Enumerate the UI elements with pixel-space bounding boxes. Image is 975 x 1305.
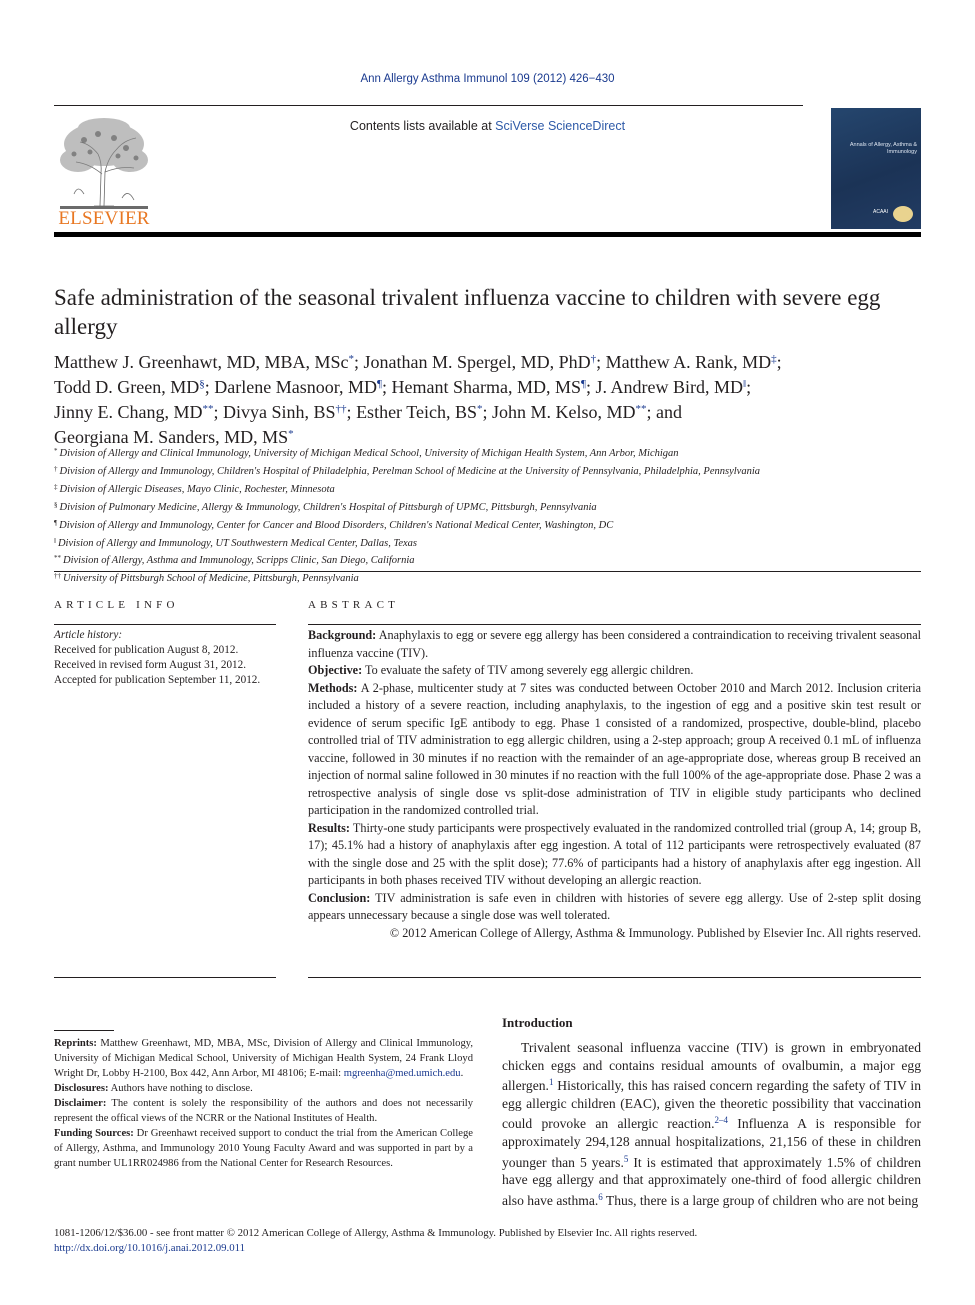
affiliation-item — [54, 480, 921, 498]
affiliation-marker: ¶ — [54, 518, 58, 527]
affiliation-text: Division of Pulmonary Medicine, Allergy & Immunology, Children's Hospital of Pittsburgh of UPMC, Pittsburgh, Pennsylvania — [59, 501, 597, 513]
section-divider — [54, 571, 921, 572]
affiliation-text: Division of Allergy, Asthma and Immunology, Scripps Clinic, San Diego, California — [63, 555, 415, 567]
intro-text: Historically, this has raised concern regarding the safety of TIV in egg allergic children (EAC), given the theoretic possibility that vaccination could provoke an allergic reaction. — [502, 1078, 921, 1132]
affiliation-text: Division of Allergic Diseases, Mayo Clinic, Rochester, Minnesota — [59, 483, 335, 495]
author-separator: ; — [381, 377, 392, 397]
author-name[interactable]: Matthew J. Greenhawt, MD, MBA, MSc — [54, 352, 349, 372]
affiliation-marker: ** — [54, 554, 61, 563]
affiliation-marker[interactable]: ‖ — [742, 378, 747, 390]
affiliation-marker: ‡ — [54, 482, 58, 491]
footnote-text: The content is solely the responsibility of the authors and does not necessarily represent the offical views of the NCRR or the National Institutes of Health. — [54, 1098, 474, 1124]
affiliation-item — [54, 462, 921, 480]
abstract-bottom-rule — [308, 977, 921, 978]
author-name[interactable]: Jinny E. Chang, MD — [54, 402, 203, 422]
affiliation-marker[interactable]: ** — [202, 403, 214, 415]
affiliation-marker: ‖ — [54, 536, 56, 545]
footnote-text: . — [460, 1068, 464, 1079]
doi-link[interactable]: http://dx.doi.org/10.1016/j.anai.2012.09.011 — [54, 1242, 246, 1254]
affiliation-list — [54, 444, 921, 587]
affiliation-text: Division of Allergy and Immunology, Center for Cancer and Blood Disorders, Children's National Medical Center, Washington, DC — [59, 519, 614, 531]
footnote-label: Reprints: — [54, 1038, 97, 1049]
affiliation-item — [54, 569, 921, 587]
affiliation-item — [54, 444, 921, 462]
introduction-heading: Introduction — [502, 1015, 573, 1030]
footnote-rule — [54, 1030, 114, 1031]
abstract-text: Anaphylaxis to egg or severe egg allergy has been considered a contraindication to receiving trivalent seasonal influenza vaccine (TIV). — [308, 628, 921, 660]
footnote-text: Dr Greenhawt received support to conduct the trial from the American College of Allergy, Asthma, and Immunology 2010 Young Faculty Award and was supported in part by a grant number UL1RR024986 from the National Center for Research Resources. — [54, 1128, 473, 1169]
contents-prefix: Contents lists available at — [349, 119, 496, 133]
citation-link[interactable]: 2–4 — [714, 1115, 728, 1126]
author-separator: ; — [585, 377, 596, 397]
abstract-text: To evaluate the safety of TIV among severely egg allergic children. — [364, 663, 694, 677]
affiliation-marker[interactable]: ‡ — [771, 353, 777, 365]
article-title: Safe administration of the seasonal trivalent influenza vaccine to children with severe egg allergy — [54, 285, 881, 339]
citation-link[interactable]: 6 — [598, 1191, 603, 1202]
affiliation-marker: †† — [54, 572, 61, 581]
introduction-body — [502, 1039, 921, 1209]
footnote-label: Funding Sources: — [54, 1128, 134, 1139]
article-history — [54, 628, 276, 688]
affiliation-text: Division of Allergy and Clinical Immunology, University of Michigan Medical School, University of Michigan Health System, Ann Arbor, Michigan — [59, 448, 679, 459]
affiliation-marker: § — [54, 500, 58, 509]
abstract-label: Results: — [308, 820, 350, 835]
author-separator: ; — [746, 377, 752, 397]
abstract-results — [308, 820, 921, 890]
author-separator: ; — [353, 352, 364, 372]
affiliation-marker: * — [54, 447, 58, 455]
journal-reference[interactable]: Ann Allergy Asthma Immunol 109 (2012) 426−430 — [360, 73, 615, 85]
author-separator: ; — [776, 352, 782, 372]
affiliation-text: Division of Allergy and Immunology, Children's Hospital of Philadelphia, Perelman School of Medicine at the University of Pennsylvania, Philadelphia, Pennsylvania — [59, 465, 760, 477]
author-name[interactable]: Divya Sinh, BS — [223, 402, 336, 422]
abstract-conclusion — [308, 890, 921, 925]
cover-badge-label: ACAAI — [873, 209, 889, 215]
affiliation-marker[interactable]: * — [476, 403, 483, 415]
abstract-methods — [308, 680, 921, 820]
affiliation-item — [54, 516, 921, 534]
footnote-disclosures — [54, 1081, 473, 1096]
abstract-body — [308, 627, 921, 942]
abstract-text: Thirty-one study participants were prospectively evaluated in the randomized controlled trial (group A, 14; group B, 17); 45.1% had a history of anaphylaxis after egg ingestion. A total of 112 participants were retrospectively evaluated (87 with the single dose and 25 with the split dose); 77.6% of participants had a history of anaphylaxis after egg ingestion. All participants in both phases received TIV without developing an allergic reaction. — [308, 820, 922, 887]
affiliation-text: Division of Allergy and Immunology, UT Southwestern Medical Center, Dallas, Texas — [57, 537, 417, 549]
author-name[interactable]: J. Andrew Bird, MD — [595, 377, 743, 397]
affiliation-text: University of Pittsburgh School of Medicine, Pittsburgh, Pennsylvania — [63, 573, 359, 585]
affiliation-marker[interactable]: § — [199, 378, 205, 390]
abstract-label: Background: — [308, 628, 377, 642]
intro-text: Influenza A is responsible for approximately 294,128 annual hospitalizations, 21,156 of these in children younger than 5 years. — [502, 1116, 921, 1170]
author-separator: ; and — [646, 402, 682, 422]
article-info-bottom-rule — [54, 977, 276, 978]
intro-text: It is estimated that approximately 1.5% of children have egg allergy and that approximately one-third of food allergic children also have asthma. — [502, 1154, 921, 1208]
footnote-text: Matthew Greenhawt, MD, MBA, MSc, Division of Allergy and Clinical Immunology, University of Michigan Medical School, University of Michigan Health System, 24 Frank Lloyd Wright Dr, Lobby H-2100, Box 442, Ann Arbor, MI 48106; E-mail: — [54, 1038, 474, 1079]
intro-text: Trivalent seasonal influenza vaccine (TIV) is grown in embryonated chicken eggs and contains residual amounts of ovalbumin, a major egg allergen. — [502, 1040, 921, 1094]
affiliation-item — [54, 498, 921, 516]
intro-text: Thus, there is a large group of children who are not being — [602, 1192, 919, 1208]
footnote-funding — [54, 1126, 473, 1171]
author-name[interactable]: Georgiana M. Sanders, MD, MS — [54, 427, 289, 447]
sciencedirect-link[interactable]: SciVerse ScienceDirect — [495, 119, 626, 133]
footnote-label: Disclaimer: — [54, 1098, 107, 1109]
footnote-reprints — [54, 1036, 473, 1081]
affiliation-marker[interactable]: * — [288, 428, 294, 440]
journal-cover-thumbnail[interactable] — [831, 108, 921, 229]
article-info-heading: ARTICLE INFO — [54, 599, 179, 611]
affiliation-marker[interactable]: † — [590, 353, 597, 365]
abstract-heading: ABSTRACT — [308, 599, 400, 611]
abstract-objective — [308, 662, 921, 680]
affiliation-item — [54, 551, 921, 569]
author-name[interactable]: Hemant Sharma, MD, MS — [391, 377, 581, 397]
footnotes — [54, 1036, 473, 1171]
cover-seal-icon — [893, 206, 913, 222]
affiliation-marker[interactable]: ** — [635, 403, 647, 415]
citation-link[interactable]: 1 — [548, 1077, 554, 1088]
author-name[interactable]: Esther Teich, BS — [356, 402, 477, 422]
history-accepted: Accepted for publication September 11, 2012. — [54, 674, 261, 686]
abstract-rule — [308, 624, 921, 625]
affiliation-marker[interactable]: ¶ — [376, 378, 382, 390]
footnote-text: Authors have nothing to disclose. — [110, 1083, 253, 1094]
author-name[interactable]: John M. Kelso, MD — [491, 402, 636, 422]
issn-line: 1081-1206/12/$36.00 - see front matter © 2012 American College of Allergy, Asthma & Immunology. Published by Elsevier Inc. All rights reserved. — [54, 1227, 698, 1239]
abstract-background — [308, 627, 921, 662]
affiliation-marker[interactable]: * — [348, 353, 354, 365]
abstract-text: TIV administration is safe even in children with histories of severe egg allergy. Use of 2-step split dosing appears unnecessary because a single dose was well tolerated. — [308, 890, 921, 922]
author-separator: ; — [346, 402, 357, 422]
author-separator: ; — [204, 377, 215, 397]
header-thick-rule — [54, 232, 921, 237]
history-revised: Received in revised form August 31, 2012. — [54, 659, 247, 671]
abstract-label: Objective: — [308, 663, 363, 677]
footnote-label: Disclosures: — [54, 1083, 109, 1094]
abstract-copyright: © 2012 American College of Allergy, Asthma & Immunology. Published by Elsevier Inc. All rights reserved. — [389, 925, 921, 940]
footnote-disclaimer — [54, 1096, 473, 1126]
author-name[interactable]: Darlene Masnoor, MD — [214, 377, 377, 397]
header-divider — [54, 105, 803, 106]
citation-link[interactable]: 5 — [623, 1153, 629, 1164]
abstract-label: Methods: — [308, 680, 358, 695]
author-name[interactable]: Matthew A. Rank, MD — [605, 352, 772, 372]
abstract-text: A 2-phase, multicenter study at 7 sites was conducted between October 2010 and March 2012. Inclusion criteria included a history of a severe reaction, including anaphylaxis, to the ingestion of egg and a positive skin test result or evidence of serum specific IgE antibody to egg. Phase 1 consisted of a randomized, prospective, double-blind, placebo controlled trial of TIV administration to egg allergic children, using a 2-step approach; group A received 0.1 mL of influenza vaccine, followed in 30 minutes if no reaction with the remainder of an age-appropriate dose, whereas group B received an injection of normal saline followed in 30 minutes if no reaction with the full 100% of the age-appropriate dose. Phase 2 was a retrospective analysis of single dose vs split-dose administration of TIV in eligible study participants who declined participation in the randomized controlled trial. — [308, 680, 922, 817]
history-label: Article history: — [54, 629, 123, 641]
corresponding-email-link[interactable]: mgreenha@med.umich.edu — [343, 1068, 461, 1079]
elsevier-wordmark: ELSEVIER — [58, 208, 150, 229]
affiliation-marker[interactable]: ¶ — [580, 378, 586, 390]
history-received: Received for publication August 8, 2012. — [54, 644, 239, 656]
author-separator: ; — [482, 402, 492, 422]
author-list — [54, 348, 921, 448]
affiliation-marker[interactable]: †† — [335, 403, 347, 415]
author-separator: ; — [213, 402, 224, 422]
elsevier-logo[interactable] — [54, 114, 154, 230]
abstract-label: Conclusion: — [308, 890, 371, 905]
affiliation-marker: † — [54, 464, 58, 473]
contents-availability-line — [200, 119, 775, 133]
author-name[interactable]: Todd D. Green, MD — [54, 377, 200, 397]
affiliation-item — [54, 534, 921, 552]
cover-title: Annals of Allergy, Asthma & Immunology — [849, 142, 917, 155]
article-info-rule — [54, 624, 276, 625]
author-name[interactable]: Jonathan M. Spergel, MD, PhD — [363, 352, 591, 372]
author-separator: ; — [596, 352, 606, 372]
